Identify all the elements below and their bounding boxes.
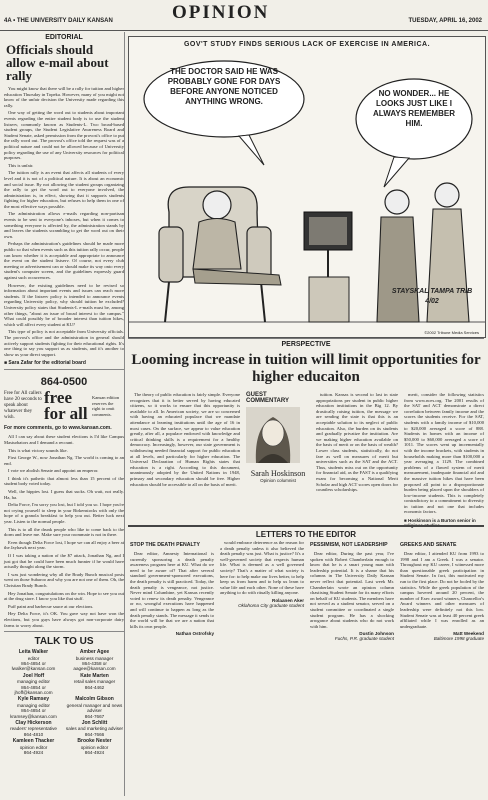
staff-role: opinion editor [19, 744, 48, 750]
perspective-text: tuition. Kansas is second to last in state appropriations per student in public higher education institutions in the Big 12. By drastically raising tuition, the message we are sending the state is that this is an acceptable solution to its neglect of public education. Also, the burden on its students and gradually privatize the institution. Are we making higher education available on the basis of merit or on the basis of wealth? Lower class students, statistically, do not fare as well on measures of merit but universities such as the SAT and the ACT. Thus, students miss out on the opportunity for financial aid, as the FAST is a qualifying exam for becoming a National Merit Scholar and high ACT scores open doors for countless scholarships. [316, 392, 398, 493]
cartoon-copyright: ©2002 Tribune Media Services [424, 330, 479, 335]
staff-name: Kamleen Thacker [12, 738, 55, 745]
staff-contact: 864-4924 [84, 750, 105, 756]
guest-commentary-label: GUEST COMMENTARY [246, 392, 289, 404]
staff-entry [65, 674, 124, 696]
perspective-label: PERSPECTIVE [128, 338, 484, 348]
free-for-all-comment: Delta Force, I'm sorry you lost, but I told you so. I hope you're not crying yourself to sleep in your Birkenstocks with only the hope of a granola breakfast to help you out. Better luck next year. Listen to the normal people. [4, 502, 124, 525]
editorial-paragraph: However, the existing guidelines need to be revised so information about important events and issues can reach more students. If the listserv policy is intended to announce events regarding University policy, why should tuition be excluded? University policy states that Students-L e-mails must be, among other things, "about an issue of broad interest to the campus." What could possibly be of broader interest than tuition hikes, which will affect every student at KU? [4, 282, 124, 327]
staff-contact: 864-4854 or lwalker@kansan.com [11, 660, 56, 672]
perspective-text: merit, consider the following statistics from www.nces.org. The 2001 results of the SAT and ACT demonstrate a direct correlation between family income and the scores the students receive. For the SAT, students with a family income of $10,000 to $20,000 averaged a score of 888. Students in homes with an income of $50,000 to $60,000 averaged a score of 1011. The scores went up incrementally with the income brackets, with students in households making more than $100,000 a year averaging a 1129. The combined problems of a flawed system of merit measurement, inadequate financial aid and the massive tuition hikes that have been proposed all point to a disproportionate burden being placed upon the shoulders of low-income students. This is completely contradictory to a commitment to diversity in tuition and not one that includes economic factors. [404, 392, 484, 515]
editorial-paragraph: This type of policy is not acceptable from University officials. The provost's office and the administration in general should actively support students fighting for their educational rights. It's one thing to say you support us as students, and it's another to show us your direct support. [4, 329, 124, 357]
staff-entry [4, 674, 63, 696]
divider [4, 369, 124, 370]
left-column [4, 32, 125, 796]
staff-role: general manager and news adviser [66, 702, 123, 714]
letter-column [310, 540, 394, 796]
staff-contact: 864-4358 or aagee@kansan.com [73, 660, 116, 672]
letter-text: Dear editor, During the past year, I've spoken with Robert Chamberlain enough to know that he is a smart young man with leadership potential. It is a shame that his columns in The University Daily Kansan never reflect that potential. Last week Mr. Chamberlain wrote an opinion column chastising Student Senate for its many efforts on behalf of KU students. The members have not served as a student senator, served on a student committee or coordinated a single student program. He has a shocking arrogance about students who do not work with him. [310, 551, 394, 629]
letter-text: Dear editor, Amnesty International is currently sponsoring a death penalty awareness program here at KU. What do we need to be aware of? That after several standard government-sponsored executions, the death penalty is still practiced. Today, the death penalty is vengeance, not justice. Never mind Columbine, yet Kansas recently voted to renew its death penalty. Vengeance or no, wrongful executions have happened and will continue to happen as long as the death penalty stands. The message it sends to the world will be that we are a nation that kills its own people. [130, 551, 214, 629]
perspective-headline: Looming increase in tuition will limit opportunities for higher educaiton [131, 352, 481, 385]
staff-entry [4, 721, 63, 737]
staff-role: opinion editor [80, 744, 109, 750]
letter-author-note: Baltimore 1998 graduate [433, 636, 484, 642]
staff-contact: 864-7667 [84, 713, 105, 719]
free-for-all-logo: free for all [44, 388, 88, 424]
staff-list [4, 650, 124, 755]
free-for-all-comment: Puff paint and barbecue sauce at our elections. [8, 603, 94, 609]
staff-contact: 864-4854 or jhoff@kansan.com [14, 684, 53, 695]
free-for-all-comment: If I was taking a nation of the $7 attack, Jonathan Ng, and I just got that he could have been much funnier if he would have actually thought along the storm. [4, 553, 124, 570]
editorial-paragraph: The administration allows e-mails regarding non-partisan events to be sent to everyone's inboxes, but when it comes to something everyone is affected by, the administration stands by and leaves the students scrambling to get the word out on their own. [4, 211, 124, 239]
free-for-all-banner [4, 390, 124, 422]
staff-entry [4, 739, 63, 755]
editorial-paragraph: You might know that there will be a rally for tuition and higher education Thursday in Topeka. However, many of you might not know of the unfair decision the University made regarding this rally. [4, 86, 124, 108]
editorial-paragraph: This is unfair. [8, 162, 34, 168]
letter-signature [130, 631, 214, 636]
letter-author: Matt Weekend [453, 631, 484, 637]
cartoon-bubble-left: THE DOCTOR SAID HE WAS PROBABLY GONE FOR DAYS BEFORE ANYONE NOTICED ANYTHING WRONG. [167, 67, 281, 106]
free-for-all-comment: I think it's pathetic that almost less than 15 percent of the student body voted today. [4, 475, 124, 487]
staff-entry [4, 697, 63, 719]
staff-name: Brooke Nester [77, 738, 112, 745]
letter-signature [400, 631, 484, 641]
divider [4, 631, 124, 632]
free-for-all-comment: Hey Delta Force, it's OK. You gave way not have won the elections, but you guys have always got non-corporate dairy farms to worry about. [4, 611, 124, 628]
perspective-column-3 [404, 392, 484, 529]
perspective-text: The theory of public education is fairly simple. Everyone recognizes that it is better served by having educated citizens, so it works to ensure that this opportunity is available to all. In American society, we are so concerned with having an educated populace that we mandate attendance at learning institutions until the age of 16 in most cases. On the surface, we appear to value education greatly, after all, a populace endowed with knowledge and critical thinking skills is a requirement for a healthy democracy. Increasingly, however, our state government is withdrawing needed financial support for public education at all levels, and particularly for higher education. The Universal Declaration of Human Rights states that education is a right. According to this document, unanimously adopted by the United Nations in 1948, primary and secondary education should be free. Higher education should be accessible to all on the basis of merit. [130, 392, 240, 487]
letter-author-note: Fuchs, P.R. graduate student [334, 636, 394, 642]
staff-entry [65, 739, 124, 755]
free-for-all-note: Kansan edition reserves the right to omit comments. [92, 395, 120, 417]
staff-role: managing editor [17, 702, 50, 708]
free-for-all-comment: All I can say about these student elections is I'd like Campus Masturbators and I demand a recount. [4, 434, 124, 445]
free-for-all-comments [4, 434, 124, 628]
staff-entry [65, 721, 124, 737]
letter-text: would embrace deterrence as the reason for a death penalty unless it also believed the death penalty was just. What is justice? It's a well-governed society that respects human life. What is deemed as a well governed society? That's a matter of what society is here for: to help make our lives better, to help keep us from harm and to help us learn to value life and each other. None of these have anything to do with ritually killing anyone. [220, 540, 305, 596]
free-for-all-comment: This is to all the drunk people who like to come back to the dorm and leave me. Make sure your roommate is not in there. [4, 526, 124, 538]
staff-entry [4, 650, 63, 672]
letter-column [220, 540, 304, 796]
letters-title: LETTERS TO THE EDITOR [128, 525, 484, 539]
letter-author: Rolaanen Aker [272, 597, 304, 603]
author-name: Sarah Hoskinson [250, 469, 306, 478]
free-for-all-comment: This is what victory sounds like. [8, 447, 68, 453]
editorial-paragraph: Perhaps the administration's guidelines should be made more public so that when events such as this tuition rally occur, people can know whether it is acceptable and appropriate to announce the event on the student listserv. Of course, not every club meeting or advertisement can or should make its way onto every student's computer screen, and the guidelines expressly guard against such occurrences. [4, 241, 124, 280]
free-for-all-intro: Free for All callers have 20 seconds to speak about whatever they wish. [4, 391, 42, 421]
cartoon-signature: STAYSKAL TAMPA TRIB 4/02 [391, 288, 473, 305]
staff-contact: 864-4924 [23, 750, 44, 756]
editorial-body [4, 86, 124, 357]
staff-entry [65, 697, 124, 719]
free-for-all-phone: 864-0500 [40, 376, 88, 389]
staff-name: Kyle Ramsey [17, 696, 50, 703]
editorial-paragraph: The tuition rally is an event that affects all students of every level and it is not of a political nature. It is about an economic and social issue. By not allowing the student groups organizing the rally to get the word out to everyone involved, the administration is, in effect, showing that it supports students fighting for higher education, but refuses to help them in one of the most effective ways possible. [4, 170, 124, 209]
free-for-all-comment: I vote we abolish Senate and appoint an emperor. [8, 468, 99, 474]
staff-contact: 864-4810 [23, 731, 44, 737]
free-for-all-more: For more comments, go to www.kansan.com. [4, 425, 112, 432]
perspective-column-2 [316, 392, 398, 520]
staff-name: Amber Agee [79, 649, 110, 656]
free-for-all-comment: I was just wondering why all the Brady Bunch musical posts went on those Subaroo and why you are not one of them. Oh, the Christian Brady Bunch. [4, 571, 124, 588]
paper-name: 4A • THE UNIVERSITY DAILY KANSAN [4, 18, 113, 24]
staff-name: Malcolm Gibson [75, 696, 114, 703]
dateline: TUESDAY, APRIL 16, 2002 [408, 18, 482, 24]
perspective-column-1 [130, 392, 240, 520]
author-photo [246, 407, 300, 463]
staff-name: Jon Schlitt [81, 720, 108, 726]
author-title: Opinion columnist [260, 478, 296, 483]
staff-role: sales and marketing adviser [65, 726, 124, 732]
letter-headline: GREEKS AND SENATE [400, 542, 457, 548]
editorial-signoff: ■ Sara Zafar for the editorial board [4, 360, 86, 367]
letter-text: Dear editor, I attended KU from 1993 to 1998 and I am a Greek. I was a senator. Throughout my KU career, I witnessed more than questionable greek participation in Student Senate. In fact, this motivated my run to the first place. Do not be fooled by the statistics. While the greek population of the campus hovered around 20 percent, the number of Exec award winners, Chancellor's Award winners and other measures of leadership were definitely not this low. Student Senate was at least 40 percent greek affiliated while I was enrolled as an undergraduate. [400, 551, 484, 629]
free-for-all-comment: Even though Delta Force lost, I hope we can all enjoy a beer at the Jayhawk next year. [4, 539, 124, 551]
free-for-all-comment: First George W., now Jonathan Ng. The world is coming to an end. [4, 455, 124, 466]
letter-column [400, 540, 484, 796]
editorial-headline: Officials should allow e-mail about rally [6, 42, 109, 83]
perspective-credit: ■ Hoskinson is a Burton senior in religious studies. [404, 518, 476, 529]
letter-column [130, 540, 214, 796]
talk-to-us-title: TALK TO US [34, 636, 94, 648]
free-for-all-comment: Hey Jonathan, congratulations on the win. Hope to see you out at the drug store. I know you like that stuff. [4, 590, 124, 602]
free-for-all-comment: Well, the hippies lost. I guess that sucks. Oh wait, not really. Ha, ha. [4, 489, 124, 500]
masthead [0, 0, 488, 31]
staff-role: readers' representative [10, 726, 57, 732]
letter-signature [220, 598, 304, 608]
letter-author: Nathan Ostrofsky [175, 631, 214, 637]
staff-contact: 864-7666 [84, 731, 105, 737]
guest-commentary [246, 392, 310, 520]
staff-name: Leita Walker [18, 649, 49, 656]
letter-author-note: Oklahoma City graduate student [238, 602, 304, 608]
staff-name: Clay Hickerson [15, 720, 52, 726]
staff-entry [65, 650, 124, 672]
staff-role: editor [27, 655, 40, 661]
editorial-paragraph: One way of getting the word out to students about important events regarding the entire student body is to use the student listserv, commonly known as Students-L. Two broad-based student groups, the Student Legislative Awareness Board and Student Senate, asked permission from the provost's office to put the rally word out. The provost's office told the request was of a political nature and could not be allowed because of University policy regarding the use of any University resources for political purposes. [4, 110, 124, 161]
staff-contact: 864-4854 or kramsey@kansan.com [10, 708, 57, 719]
editorial-cartoon [128, 36, 486, 338]
staff-role: business manager [75, 655, 114, 661]
letter-headline: PESSIMISM, NOT LEADERSHIP [310, 542, 388, 548]
letter-headline: STOP THE DEATH PENALTY [130, 542, 200, 548]
staff-contact: 864-4462 [84, 684, 105, 690]
cartoon-bubble-right: NO WONDER... HE LOOKS JUST LIKE I ALWAYS REMEMBER HIM. [373, 89, 455, 128]
staff-role: managing editor [17, 679, 50, 685]
letter-author: Dustin Johnson [359, 631, 394, 637]
letter-signature [310, 631, 394, 641]
cartoon-caption: GOV'T STUDY FINDS SERIOUS LACK OF EXERCISE IN AMERICA. [183, 41, 431, 48]
editorial-label: EDITORIAL [45, 34, 83, 41]
staff-role: retail sales manager [73, 679, 116, 685]
staff-name: Kate Marten [80, 672, 109, 679]
staff-name: Joel Hoff [22, 672, 45, 679]
section-title: OPINION [172, 2, 270, 23]
